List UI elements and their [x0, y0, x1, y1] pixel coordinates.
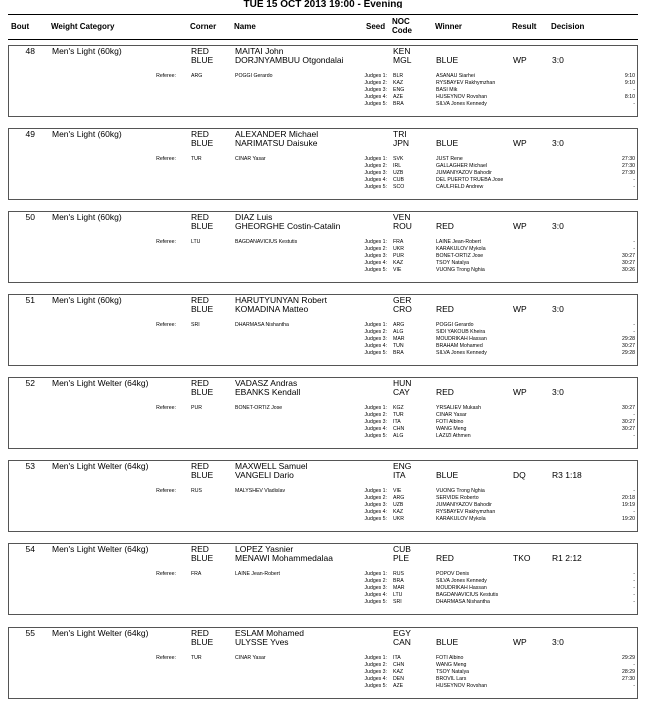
judge-name: YRSALIEV Mukash	[436, 405, 481, 411]
bout-number: 51	[25, 295, 35, 305]
judge-noc: FRA	[393, 239, 404, 245]
judge-score: -	[633, 683, 635, 689]
judge-score: 27:30	[622, 676, 635, 682]
judge-name: RYSBAYEV Rakhymzhan	[436, 509, 496, 515]
bout-block	[8, 294, 638, 366]
red-corner-label: RED	[191, 295, 209, 305]
judge-name: LAINE Jean-Robert	[436, 239, 481, 245]
red-boxer-name: HARUTYUNYAN Robert	[235, 295, 327, 305]
decision: 3:0	[552, 221, 564, 231]
judge-name: VUONG Trong Nghia	[436, 488, 485, 494]
judge-score: 20:18	[622, 495, 635, 501]
bout-block	[8, 460, 638, 532]
judge-name: CAULFIELD Andrew	[436, 184, 484, 190]
winner: BLUE	[436, 637, 459, 647]
blue-corner-label: BLUE	[191, 470, 214, 480]
judge-label: Judges 4:	[364, 177, 387, 183]
judge-score: -	[633, 592, 635, 598]
judge-name: JUMANIYAZOV Bahodir	[436, 502, 492, 508]
header-result: Result	[512, 22, 537, 31]
judge-noc: UZB	[393, 170, 404, 176]
referee-label: Referee:	[156, 322, 176, 328]
bout-number: 52	[25, 378, 35, 388]
blue-corner-label: BLUE	[191, 387, 214, 397]
judge-label: Judges 1:	[364, 156, 387, 162]
judge-noc: IRL	[393, 163, 402, 169]
red-noc: CUB	[393, 544, 411, 554]
referee-noc: RUS	[191, 488, 202, 494]
judge-noc: UKR	[393, 246, 404, 252]
judge-noc: UKR	[393, 516, 404, 522]
judge-noc: BRA	[393, 101, 404, 107]
weight-category: Men's Light Welter (64kg)	[52, 461, 149, 471]
judge-score: -	[633, 578, 635, 584]
red-noc: TRI	[393, 129, 407, 139]
judge-noc: KAZ	[393, 260, 404, 266]
judge-name: FOTI Albino	[436, 419, 464, 425]
red-boxer-name: ESLAM Mohamed	[235, 628, 304, 638]
judge-score: 19:20	[622, 516, 635, 522]
judge-noc: SCO	[393, 184, 405, 190]
bout-number: 48	[25, 46, 35, 56]
judge-label: Judges 2:	[364, 246, 387, 252]
winner: RED	[436, 387, 454, 397]
judge-score: -	[633, 177, 635, 183]
judge-name: MOUDRIKAH Hassan	[436, 585, 487, 591]
judge-label: Judges 3:	[364, 669, 387, 675]
judge-noc: SVK	[393, 156, 404, 162]
judge-score: 30:26	[622, 267, 635, 273]
header-weight-category: Weight Category	[51, 22, 115, 31]
judge-score: -	[633, 87, 635, 93]
judge-score: -	[633, 585, 635, 591]
judge-name: POPOV Denis	[436, 571, 470, 577]
judge-score: -	[633, 412, 635, 418]
column-header-row	[8, 14, 638, 40]
judge-name: HUSEYNOV Rovshan	[436, 94, 488, 100]
judge-label: Judges 1:	[364, 239, 387, 245]
judge-noc: PUR	[393, 253, 404, 259]
blue-noc: PLE	[393, 553, 410, 563]
judge-name: BAGDANAVICIUS Kestutis	[436, 592, 499, 598]
judge-score: -	[633, 571, 635, 577]
blue-corner-label: BLUE	[191, 221, 214, 231]
red-boxer-name: VADASZ Andras	[235, 378, 298, 388]
judge-score: 9:10	[624, 73, 635, 79]
judge-label: Judges 4:	[364, 509, 387, 515]
bout-number: 49	[25, 129, 35, 139]
judge-score: -	[633, 239, 635, 245]
judge-noc: KAZ	[393, 509, 404, 515]
judge-label: Judges 5:	[364, 350, 387, 356]
judge-label: Judges 1:	[364, 322, 387, 328]
blue-noc: CAY	[393, 387, 410, 397]
judge-noc: SRI	[393, 599, 402, 605]
header-noc: NOC	[392, 17, 410, 26]
judge-name: SILVA Jones Kennedy	[436, 101, 487, 107]
referee-noc: PUR	[191, 405, 202, 411]
judge-score: 29:28	[622, 336, 635, 342]
red-corner-label: RED	[191, 461, 209, 471]
referee-noc: ARG	[191, 73, 203, 79]
judge-label: Judges 2:	[364, 495, 387, 501]
referee-name: LAINE Jean-Robert	[235, 571, 280, 577]
judge-label: Judges 4:	[364, 260, 387, 266]
judge-name: JUMANIYAZOV Bahodir	[436, 170, 492, 176]
judge-name: BRAHAM Mohamed	[436, 343, 483, 349]
judge-score: 8:10	[624, 94, 635, 100]
decision: 3:0	[552, 387, 564, 397]
bout-block	[8, 211, 638, 283]
header-noc-code: Code	[392, 26, 412, 35]
result: WP	[513, 138, 527, 148]
bout-block	[8, 543, 638, 615]
judge-noc: AZE	[393, 94, 404, 100]
judge-noc: KAZ	[393, 80, 404, 86]
winner: BLUE	[436, 55, 459, 65]
blue-boxer-name: GHEORGHE Costin-Catalin	[235, 221, 341, 231]
judge-name: KARAKULOV Mykola	[436, 246, 486, 252]
header-decision: Decision	[551, 22, 585, 31]
judge-name: VUONG Trong Nghia	[436, 267, 485, 273]
judge-label: Judges 2:	[364, 329, 387, 335]
judge-name: TSOY Natalya	[436, 260, 470, 266]
bout-number: 50	[25, 212, 35, 222]
referee-label: Referee:	[156, 571, 176, 577]
referee-noc: FRA	[191, 571, 202, 577]
referee-name: CINAR Yasar	[235, 655, 266, 661]
judge-noc: MAR	[393, 336, 405, 342]
judge-label: Judges 4:	[364, 426, 387, 432]
judge-noc: CHN	[393, 426, 405, 432]
header-bout: Bout	[11, 22, 30, 31]
judge-score: 27:30	[622, 163, 635, 169]
judge-label: Judges 2:	[364, 662, 387, 668]
blue-boxer-name: NARIMATSU Daisuke	[235, 138, 318, 148]
judge-score: 28:29	[622, 669, 635, 675]
weight-category: Men's Light Welter (64kg)	[52, 628, 149, 638]
winner: RED	[436, 553, 454, 563]
judge-name: FOTI Albino	[436, 655, 464, 661]
referee-name: BAGDANAVICIUS Kestutis	[235, 239, 298, 245]
referee-label: Referee:	[156, 655, 176, 661]
blue-noc: JPN	[393, 138, 410, 148]
judge-noc: ARG	[393, 322, 405, 328]
judge-label: Judges 4:	[364, 676, 387, 682]
referee-name: CINAR Yasar	[235, 156, 266, 162]
judge-name: SILVA Jones Kennedy	[436, 578, 487, 584]
judge-name: JUST Rene	[436, 156, 463, 162]
winner: BLUE	[436, 138, 459, 148]
judge-noc: ITA	[393, 655, 401, 661]
judge-noc: TUN	[393, 343, 404, 349]
referee-name: MALYSHEV Vladislav	[235, 488, 286, 494]
judge-label: Judges 3:	[364, 253, 387, 259]
red-boxer-name: MAITAI John	[235, 46, 284, 56]
red-corner-label: RED	[191, 544, 209, 554]
result: WP	[513, 637, 527, 647]
weight-category: Men's Light Welter (64kg)	[52, 378, 149, 388]
judge-score: 30:27	[622, 426, 635, 432]
blue-boxer-name: EBANKS Kendall	[235, 387, 301, 397]
result: WP	[513, 55, 527, 65]
bout-number: 53	[25, 461, 35, 471]
decision: 3:0	[552, 304, 564, 314]
blue-noc: ITA	[393, 470, 406, 480]
result: TKO	[513, 553, 531, 563]
judge-name: HUSEYNOV Rovshan	[436, 683, 488, 689]
referee-label: Referee:	[156, 156, 176, 162]
red-boxer-name: LOPEZ Yasnier	[235, 544, 294, 554]
judge-score: -	[633, 246, 635, 252]
judge-name: DEL PUERTO TRUEBA Jose	[436, 177, 504, 183]
red-boxer-name: DIAZ Luis	[235, 212, 273, 222]
weight-category: Men's Light Welter (64kg)	[52, 544, 149, 554]
judge-name: WANG Meng	[436, 662, 467, 668]
red-corner-label: RED	[191, 628, 209, 638]
weight-category: Men's Light (60kg)	[52, 46, 122, 56]
judge-label: Judges 5:	[364, 101, 387, 107]
blue-boxer-name: MENAWI Mohammedalaa	[235, 553, 333, 563]
judge-label: Judges 5:	[364, 267, 387, 273]
referee-name: POGGI Gerardo	[235, 73, 273, 79]
blue-corner-label: BLUE	[191, 138, 214, 148]
red-corner-label: RED	[191, 378, 209, 388]
blue-boxer-name: ULYSSE Yves	[235, 637, 289, 647]
judge-noc: BRA	[393, 578, 404, 584]
judge-score: 29:28	[622, 350, 635, 356]
referee-label: Referee:	[156, 73, 176, 79]
referee-noc: LTU	[191, 239, 201, 245]
judge-noc: BLR	[393, 73, 404, 79]
judge-score: 27:30	[622, 170, 635, 176]
judge-label: Judges 2:	[364, 578, 387, 584]
decision: R1 2:12	[552, 553, 582, 563]
judge-label: Judges 3:	[364, 585, 387, 591]
winner: RED	[436, 304, 454, 314]
referee-name: DHARMASA Nishantha	[235, 322, 289, 328]
judge-name: BASI Mik	[436, 87, 458, 93]
judge-label: Judges 3:	[364, 502, 387, 508]
judge-name: SIDI YAKOUB Kheira	[436, 329, 486, 335]
judge-noc: ITA	[393, 419, 401, 425]
bout-block	[8, 627, 638, 699]
blue-corner-label: BLUE	[191, 55, 214, 65]
result: DQ	[513, 470, 526, 480]
judge-score: 29:29	[622, 655, 635, 661]
judge-name: CINAR Yasar	[436, 412, 467, 418]
judge-name: BONET-ORTIZ Jose	[436, 253, 484, 259]
bout-number: 55	[25, 628, 35, 638]
red-corner-label: RED	[191, 129, 209, 139]
judge-score: -	[633, 509, 635, 515]
judge-name: ASANAU Siarhei	[436, 73, 475, 79]
judge-score: -	[633, 488, 635, 494]
judge-noc: DEN	[393, 676, 404, 682]
judge-name: SERVIDE Roberto	[436, 495, 479, 501]
judge-name: RYSBAYEV Rakhymzhan	[436, 80, 496, 86]
judge-label: Judges 1:	[364, 571, 387, 577]
judge-noc: KGZ	[393, 405, 404, 411]
judge-name: POGGI Gerardo	[436, 322, 474, 328]
judge-score: 19:19	[622, 502, 635, 508]
judge-noc: ENG	[393, 87, 405, 93]
judge-noc: MAR	[393, 585, 405, 591]
judge-score: -	[633, 599, 635, 605]
referee-name: BONET-ORTIZ Jose	[235, 405, 283, 411]
judge-score: 30:27	[622, 253, 635, 259]
judge-label: Judges 3:	[364, 419, 387, 425]
referee-label: Referee:	[156, 405, 176, 411]
weight-category: Men's Light (60kg)	[52, 129, 122, 139]
result: WP	[513, 304, 527, 314]
judge-name: BROVIL Lars	[436, 676, 467, 682]
red-boxer-name: ALEXANDER Michael	[235, 129, 319, 139]
blue-corner-label: BLUE	[191, 553, 214, 563]
weight-category: Men's Light (60kg)	[52, 212, 122, 222]
blue-corner-label: BLUE	[191, 637, 214, 647]
blue-noc: CAN	[393, 637, 411, 647]
judge-name: LAZIZI Athmen	[436, 433, 471, 439]
judge-label: Judges 5:	[364, 184, 387, 190]
judge-label: Judges 1:	[364, 73, 387, 79]
judge-noc: AZE	[393, 683, 404, 689]
judge-score: -	[633, 329, 635, 335]
bout-block	[8, 128, 638, 200]
red-noc: KEN	[393, 46, 411, 56]
judge-noc: KAZ	[393, 669, 404, 675]
judge-score: 30:27	[622, 405, 635, 411]
judge-name: SILVA Jones Kennedy	[436, 350, 487, 356]
header-name: Name	[234, 22, 256, 31]
judge-name: DHARMASA Nishantha	[436, 599, 490, 605]
referee-label: Referee:	[156, 239, 176, 245]
judge-noc: RUS	[393, 571, 404, 577]
header-winner: Winner	[435, 22, 463, 31]
referee-noc: TUR	[191, 655, 202, 661]
result: WP	[513, 221, 527, 231]
judge-name: TSOY Natalya	[436, 669, 470, 675]
decision: 3:0	[552, 55, 564, 65]
judge-noc: VIE	[393, 488, 402, 494]
judge-noc: ALG	[393, 329, 404, 335]
winner: RED	[436, 221, 454, 231]
red-corner-label: RED	[191, 46, 209, 56]
bout-number: 54	[25, 544, 35, 554]
judge-noc: ARG	[393, 495, 405, 501]
judge-label: Judges 5:	[364, 516, 387, 522]
judge-label: Judges 1:	[364, 655, 387, 661]
blue-boxer-name: DORJNYAMBUU Otgondalai	[235, 55, 344, 65]
referee-label: Referee:	[156, 488, 176, 494]
judge-noc: LTU	[393, 592, 403, 598]
blue-boxer-name: KOMADINA Matteo	[235, 304, 309, 314]
judge-name: WANG Meng	[436, 426, 467, 432]
judge-score: 27:30	[622, 156, 635, 162]
blue-noc: ROU	[393, 221, 412, 231]
judge-label: Judges 2:	[364, 80, 387, 86]
blue-noc: CRO	[393, 304, 412, 314]
decision: 3:0	[552, 138, 564, 148]
judge-label: Judges 5:	[364, 599, 387, 605]
red-boxer-name: MAXWELL Samuel	[235, 461, 308, 471]
judge-label: Judges 4:	[364, 343, 387, 349]
judge-score: 30:27	[622, 419, 635, 425]
judge-noc: CUB	[393, 177, 404, 183]
decision: R3 1:18	[552, 470, 582, 480]
referee-noc: SRI	[191, 322, 200, 328]
judge-name: KARAKULOV Mykola	[436, 516, 486, 522]
decision: 3:0	[552, 637, 564, 647]
weight-category: Men's Light (60kg)	[52, 295, 122, 305]
judge-score: -	[633, 101, 635, 107]
red-noc: GER	[393, 295, 412, 305]
header-corner: Corner	[190, 22, 217, 31]
judge-noc: UZB	[393, 502, 404, 508]
judge-label: Judges 2:	[364, 412, 387, 418]
blue-noc: MGL	[393, 55, 412, 65]
judge-noc: CHN	[393, 662, 405, 668]
referee-noc: TUR	[191, 156, 202, 162]
judge-label: Judges 3:	[364, 87, 387, 93]
bout-block	[8, 45, 638, 117]
judge-noc: BRA	[393, 350, 404, 356]
red-noc: ENG	[393, 461, 412, 471]
blue-corner-label: BLUE	[191, 304, 214, 314]
judge-score: -	[633, 322, 635, 328]
red-noc: HUN	[393, 378, 412, 388]
judge-label: Judges 4:	[364, 94, 387, 100]
judge-score: 30:27	[622, 343, 635, 349]
judge-label: Judges 5:	[364, 683, 387, 689]
header-seed: Seed	[366, 22, 386, 31]
judge-score: -	[633, 433, 635, 439]
judge-label: Judges 1:	[364, 488, 387, 494]
judge-label: Judges 4:	[364, 592, 387, 598]
judge-score: -	[633, 662, 635, 668]
judge-label: Judges 3:	[364, 170, 387, 176]
judge-score: 9:10	[624, 80, 635, 86]
judge-score: 30:27	[622, 260, 635, 266]
red-noc: VEN	[393, 212, 411, 222]
judge-name: MOUDRIKAH Hassan	[436, 336, 487, 342]
page-title: TUE 15 OCT 2013 19:00 - Evening	[243, 0, 403, 8]
bout-block	[8, 377, 638, 449]
blue-boxer-name: VANGELI Dario	[235, 470, 294, 480]
judge-noc: TUR	[393, 412, 404, 418]
judge-label: Judges 1:	[364, 405, 387, 411]
winner: BLUE	[436, 470, 459, 480]
judge-score: -	[633, 184, 635, 190]
judge-label: Judges 5:	[364, 433, 387, 439]
judge-noc: ALG	[393, 433, 404, 439]
red-corner-label: RED	[191, 212, 209, 222]
judge-noc: VIE	[393, 267, 402, 273]
judge-label: Judges 3:	[364, 336, 387, 342]
judge-label: Judges 2:	[364, 163, 387, 169]
result: WP	[513, 387, 527, 397]
red-noc: EGY	[393, 628, 411, 638]
judge-name: GALLAGHER Michael	[436, 163, 488, 169]
